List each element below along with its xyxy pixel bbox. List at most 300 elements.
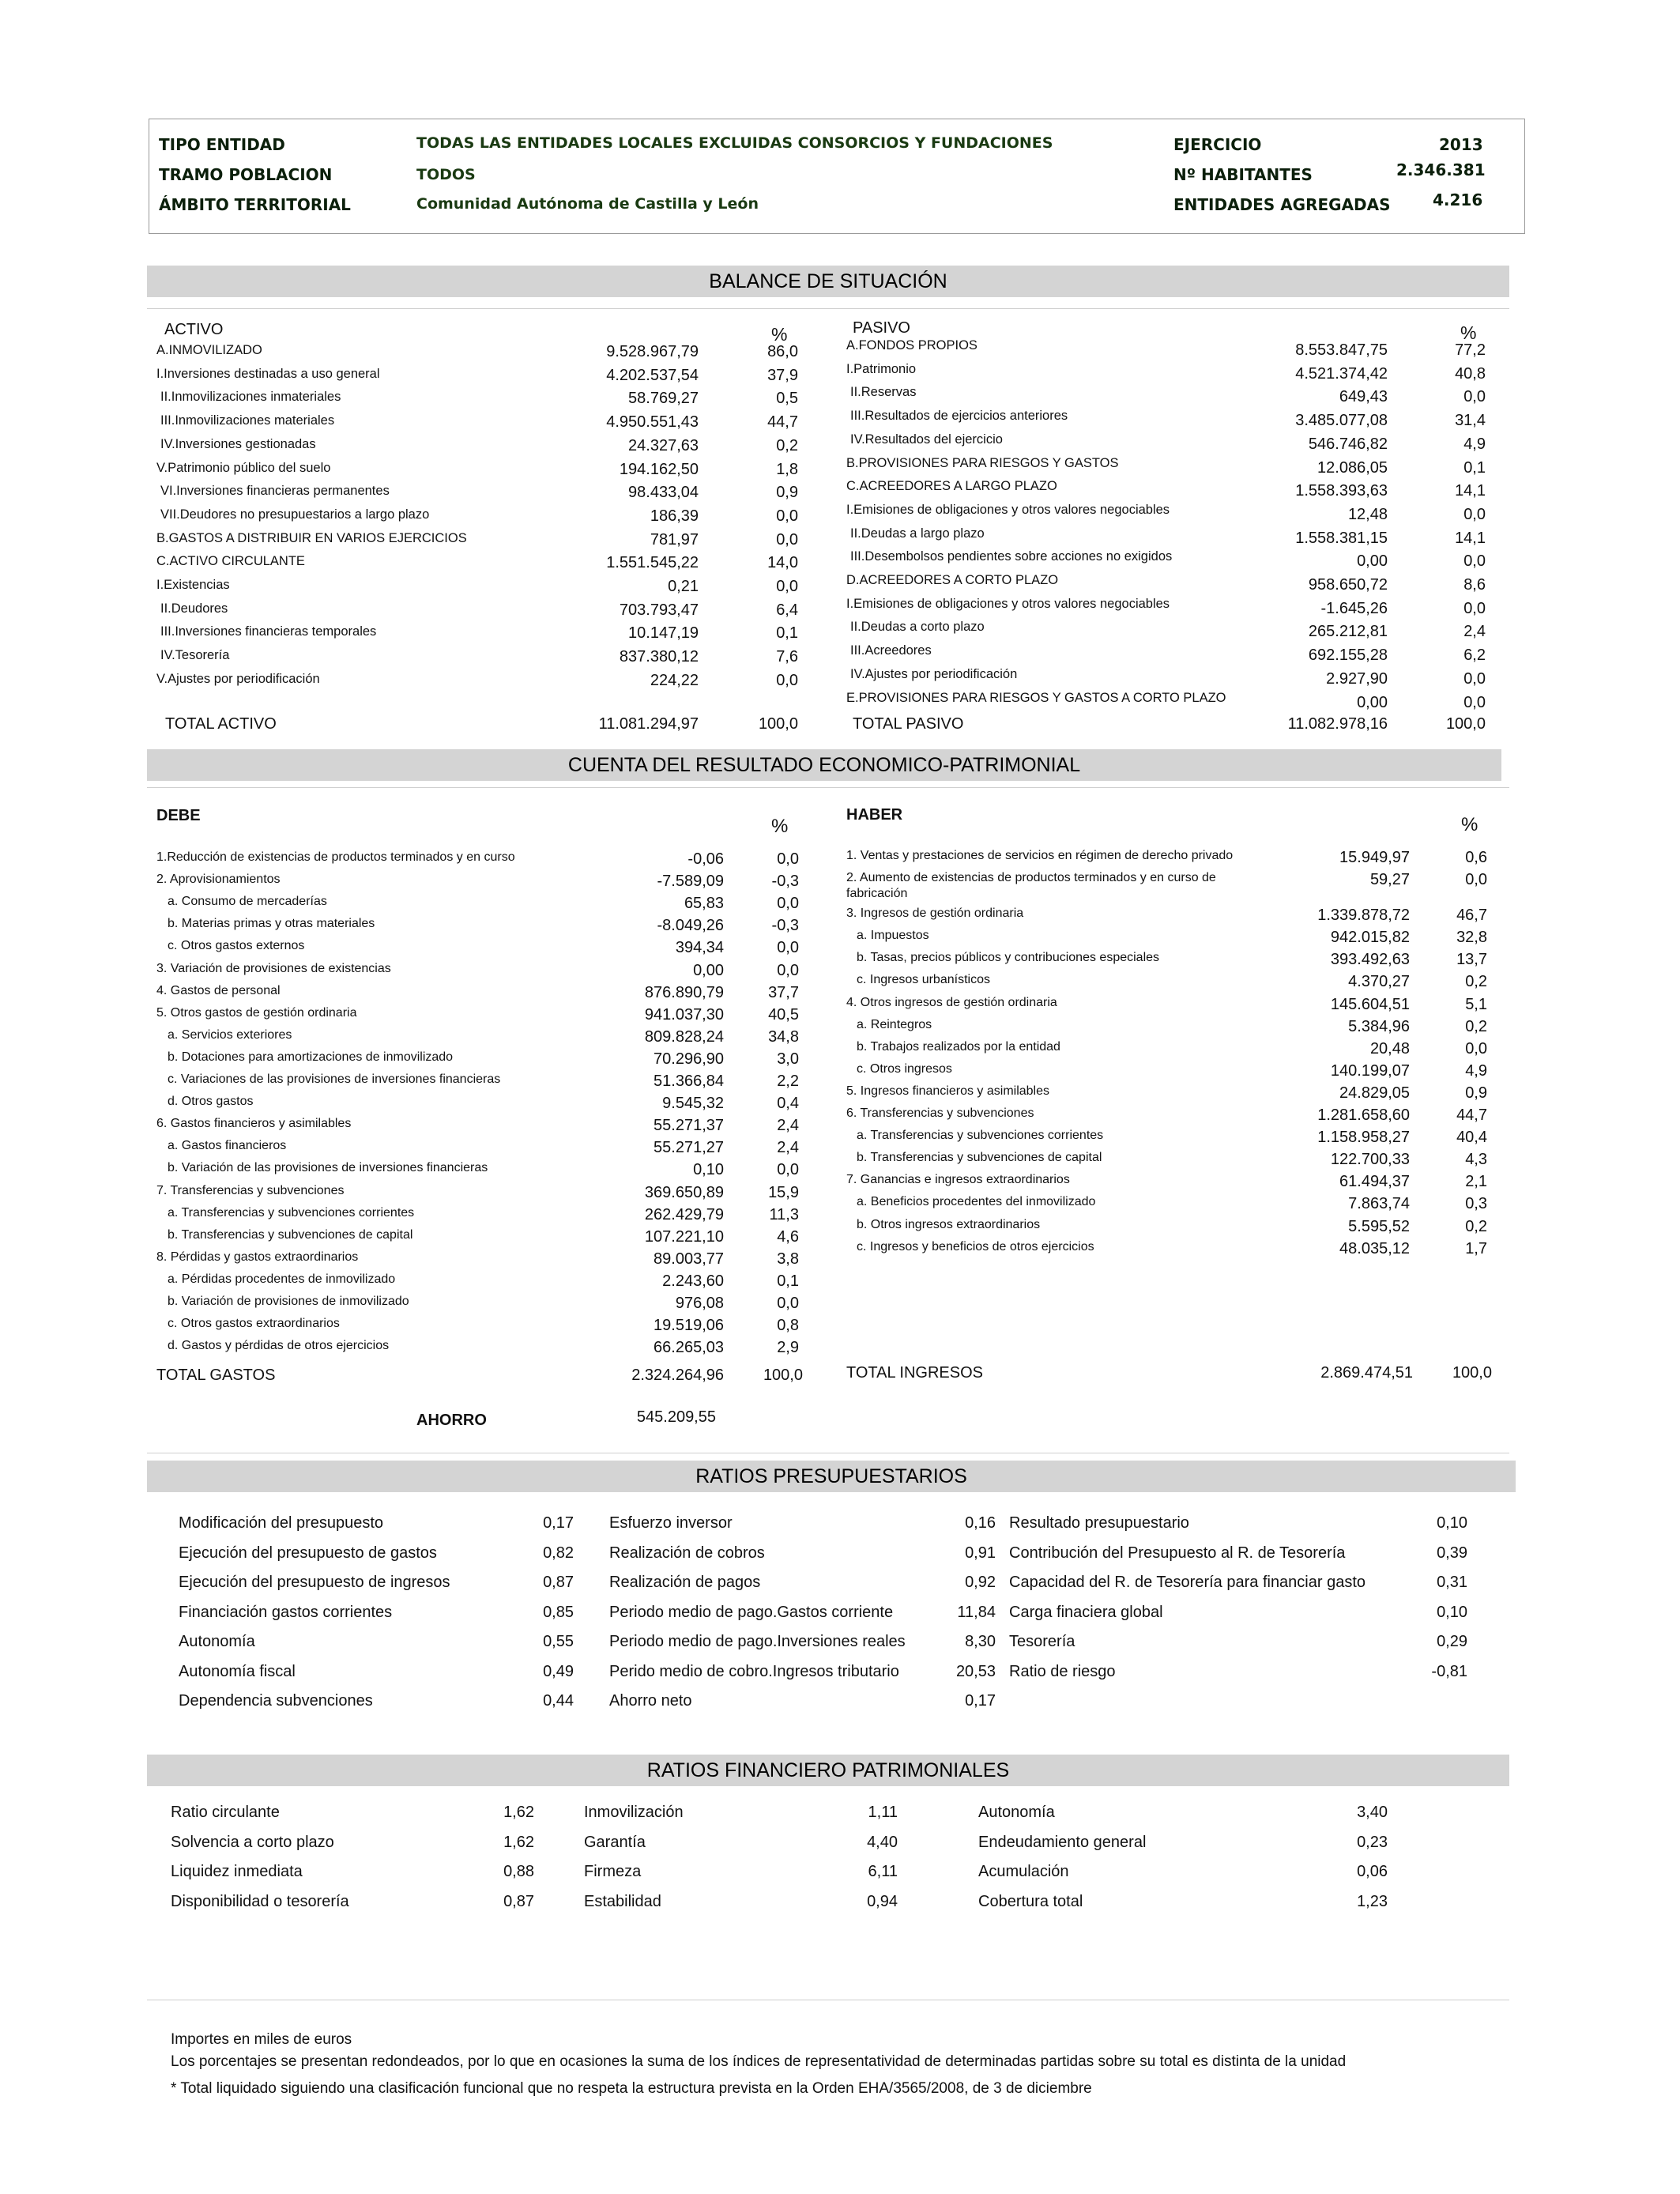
activo-row-label: II.Deudores <box>160 601 228 616</box>
pasivo-row-value: 546.746,82 <box>1308 435 1388 453</box>
debe-row-pct: 2,4 <box>777 1139 799 1157</box>
ratio-value: 0,06 <box>1357 1863 1388 1880</box>
haber-row-label: a. Impuestos <box>857 929 929 943</box>
haber-row-pct: 5,1 <box>1465 995 1487 1013</box>
haber-row-value: 4.370,27 <box>1348 973 1410 991</box>
debe-row-pct: 37,7 <box>768 983 799 1001</box>
pasivo-heading: PASIVO <box>853 319 910 337</box>
ratio-value: 6,11 <box>868 1863 898 1880</box>
pasivo-row-value: 265.212,81 <box>1308 623 1388 641</box>
haber-row-pct: 4,3 <box>1465 1151 1487 1169</box>
debe-row-pct: 15,9 <box>768 1183 799 1201</box>
haber-row-value: 48.035,12 <box>1339 1239 1410 1257</box>
pasivo-row-pct: 0,0 <box>1463 693 1486 711</box>
debe-row-value: 262.429,79 <box>644 1205 724 1223</box>
haber-pct-heading: % <box>1461 814 1478 835</box>
ratio-label: Garantía <box>584 1833 646 1851</box>
activo-row-value: 10.147,19 <box>628 624 699 643</box>
ratio-label: Disponibilidad o tesorería <box>171 1892 349 1910</box>
pasivo-row-value: -1.645,26 <box>1320 599 1388 617</box>
haber-row-value: 59,27 <box>1369 871 1410 889</box>
debe-row-label: c. Otros gastos extraordinarios <box>168 1317 340 1331</box>
debe-row-pct: 34,8 <box>768 1027 799 1046</box>
activo-heading: ACTIVO <box>164 321 224 338</box>
cuenta-title: CUENTA DEL RESULTADO ECONOMICO-PATRIMONIAL <box>147 749 1501 781</box>
haber-row-pct: 32,8 <box>1456 929 1487 947</box>
ratio-value: 20,53 <box>955 1662 996 1680</box>
debe-row-pct: 0,1 <box>777 1272 799 1290</box>
ratio-value: 0,10 <box>1437 1514 1467 1532</box>
activo-row-value: 837.380,12 <box>619 648 699 666</box>
haber-row-pct: 0,9 <box>1465 1084 1487 1102</box>
activo-row-label: VII.Deudores no presupuestarios a largo plazo <box>160 507 430 522</box>
total-activo-label: TOTAL ACTIVO <box>165 715 277 733</box>
activo-row-value: 1.551.545,22 <box>606 554 699 572</box>
pasivo-row-value: 0,00 <box>1357 693 1388 711</box>
activo-row-value: 58.769,27 <box>628 390 699 408</box>
ratio-value: 0,17 <box>543 1514 574 1532</box>
pasivo-row-value: 8.553.847,75 <box>1295 341 1388 359</box>
activo-row-value: 781,97 <box>650 530 699 548</box>
debe-pct-heading: % <box>771 816 789 837</box>
haber-row-label: c. Otros ingresos <box>857 1061 952 1076</box>
debe-row-pct: 2,4 <box>777 1117 799 1135</box>
pasivo-row-label: II.Deudas a corto plazo <box>850 620 985 635</box>
haber-row-value: 5.384,96 <box>1348 1017 1410 1035</box>
debe-row-pct: 2,2 <box>777 1072 799 1090</box>
debe-row-value: 89.003,77 <box>654 1250 724 1268</box>
haber-row-value: 61.494,37 <box>1339 1173 1410 1191</box>
haber-row-value: 942.015,82 <box>1330 929 1410 947</box>
haber-row-value: 15.949,97 <box>1339 849 1410 866</box>
debe-row-label: 6. Gastos financieros y asimilables <box>156 1117 352 1131</box>
pasivo-row-label: III.Acreedores <box>850 643 932 658</box>
haber-row-value: 7.863,74 <box>1348 1195 1410 1213</box>
pasivo-row-pct: 2,4 <box>1463 623 1486 641</box>
haber-row-pct: 44,7 <box>1456 1106 1487 1124</box>
debe-row-label: b. Variación de las provisiones de inversiones financieras <box>168 1161 488 1175</box>
header-box <box>149 119 1525 234</box>
ratio-label: Autonomía fiscal <box>179 1662 296 1680</box>
ejercicio-label: EJERCICIO <box>1173 135 1262 154</box>
total-activo-value: 11.081.294,97 <box>598 715 699 733</box>
haber-row-pct: 1,7 <box>1465 1239 1487 1257</box>
debe-row-pct: 0,0 <box>777 961 799 979</box>
ratio-label: Autonomía <box>179 1633 255 1650</box>
ratio-label: Realización de pagos <box>609 1574 761 1591</box>
pasivo-row-label: E.PROVISIONES PARA RIESGOS Y GASTOS A CORTO PLAZO <box>846 690 1226 705</box>
debe-row-value: 394,34 <box>675 939 724 957</box>
activo-row-label: II.Inmovilizaciones inmateriales <box>160 390 341 405</box>
debe-row-pct: 0,0 <box>777 895 799 913</box>
debe-row-label: b. Materias primas y otras materiales <box>168 917 375 931</box>
debe-row-pct: 0,0 <box>777 1295 799 1312</box>
pasivo-row-pct: 14,1 <box>1455 529 1486 547</box>
haber-row-value: 1.158.958,27 <box>1317 1129 1410 1147</box>
ratio-label: Financiación gastos corrientes <box>179 1603 393 1621</box>
entidades-agregadas-label: ENTIDADES AGREGADAS <box>1173 195 1391 214</box>
ratio-label: Modificación del presupuesto <box>179 1514 384 1532</box>
pasivo-row-pct: 0,0 <box>1463 599 1486 617</box>
ratio-value: 0,39 <box>1437 1544 1467 1562</box>
ratio-label: Contribución del Presupuesto al R. de Tesorería <box>1009 1544 1346 1562</box>
debe-row-label: b. Variación de provisiones de inmovilizado <box>168 1295 409 1308</box>
debe-row-pct: 40,5 <box>768 1005 799 1023</box>
haber-row-value: 1.281.658,60 <box>1317 1106 1410 1124</box>
pasivo-row-pct: 0,0 <box>1463 388 1486 406</box>
ratio-value: 1,62 <box>503 1804 534 1821</box>
pasivo-row-label: II.Deudas a largo plazo <box>850 526 985 541</box>
ratio-value: 0,87 <box>503 1892 534 1910</box>
activo-row-value: 194.162,50 <box>619 460 699 478</box>
activo-row-value: 4.202.537,54 <box>606 366 699 384</box>
footer-note-units: Importes en miles de euros <box>171 2031 352 2048</box>
balance-divider <box>147 308 1509 309</box>
ratio-value: 1,62 <box>503 1833 534 1851</box>
haber-row-value: 145.604,51 <box>1330 995 1410 1013</box>
activo-row-label: VI.Inversiones financieras permanentes <box>160 484 390 499</box>
debe-row-label: a. Servicios exteriores <box>168 1027 292 1042</box>
ratio-label: Capacidad del R. de Tesorería para financiar gasto <box>1009 1574 1366 1591</box>
ratio-label: Esfuerzo inversor <box>609 1514 733 1532</box>
ratio-label: Perido medio de cobro.Ingresos tributario <box>609 1662 899 1680</box>
ejercicio-value: 2013 <box>1439 135 1483 154</box>
activo-row-label: C.ACTIVO CIRCULANTE <box>156 554 305 569</box>
haber-row-pct: 0,6 <box>1465 849 1487 866</box>
pasivo-row-value: 1.558.381,15 <box>1295 529 1388 547</box>
debe-row-value: 66.265,03 <box>654 1339 724 1357</box>
debe-row-value: 55.271,37 <box>654 1117 724 1135</box>
haber-row-label: 1. Ventas y prestaciones de servicios en régimen de derecho privado <box>846 849 1234 862</box>
total-gastos-value: 2.324.264,96 <box>631 1367 724 1384</box>
debe-row-label: 2. Aprovisionamientos <box>156 873 281 887</box>
haber-row-value: 140.199,07 <box>1330 1061 1410 1080</box>
activo-row-label: A.INMOVILIZADO <box>156 343 262 357</box>
total-pasivo-value: 11.082.978,16 <box>1287 715 1388 733</box>
ratio-label: Acumulación <box>978 1863 1069 1880</box>
debe-row-label: 1.Reducción de existencias de productos terminados y en curso <box>156 850 515 864</box>
haber-row-value: 20,48 <box>1369 1039 1410 1057</box>
haber-row-value: 5.595,52 <box>1348 1217 1410 1235</box>
ratio-value: -0,81 <box>1431 1662 1467 1680</box>
debe-row-value: -0,06 <box>687 850 724 868</box>
debe-row-value: 876.890,79 <box>644 983 724 1001</box>
tipo-entidad-value: TODAS LAS ENTIDADES LOCALES EXCLUIDAS CONSORCIOS Y FUNDACIONES <box>416 134 1053 152</box>
activo-row-pct: 6,4 <box>776 601 798 619</box>
pasivo-row-pct: 77,2 <box>1455 341 1486 359</box>
debe-row-label: 5. Otros gastos de gestión ordinaria <box>156 1005 357 1020</box>
haber-row-pct: 13,7 <box>1456 951 1487 969</box>
activo-row-pct: 14,0 <box>767 554 798 572</box>
ratio-value: 0,94 <box>867 1892 898 1910</box>
haber-row-value: 122.700,33 <box>1330 1151 1410 1169</box>
pasivo-row-pct: 14,1 <box>1455 482 1486 500</box>
activo-row-pct: 37,9 <box>767 366 798 384</box>
activo-row-value: 0,21 <box>668 578 699 595</box>
haber-row-label: b. Tasas, precios públicos y contribuciones especiales <box>857 951 1160 965</box>
activo-row-pct: 0,0 <box>776 530 798 548</box>
haber-row-label: 7. Ganancias e ingresos extraordinarios <box>846 1173 1070 1187</box>
debe-row-label: d. Gastos y pérdidas de otros ejercicios <box>168 1339 390 1353</box>
activo-row-label: III.Inversiones financieras temporales <box>160 624 377 639</box>
pasivo-row-value: 1.558.393,63 <box>1295 482 1388 500</box>
pasivo-row-value: 2.927,90 <box>1326 669 1388 688</box>
haber-row-label: c. Ingresos y beneficios de otros ejercicios <box>857 1239 1094 1253</box>
pasivo-row-value: 649,43 <box>1339 388 1388 406</box>
ratio-value: 0,55 <box>543 1633 574 1650</box>
activo-row-pct: 86,0 <box>767 343 798 360</box>
debe-row-value: 2.243,60 <box>662 1272 724 1290</box>
debe-row-label: 7. Transferencias y subvenciones <box>156 1183 345 1197</box>
cuenta-divider <box>147 787 1509 788</box>
pasivo-row-value: 12,48 <box>1347 505 1388 523</box>
ratio-value: 8,30 <box>965 1633 996 1650</box>
pasivo-row-pct: 0,0 <box>1463 505 1486 523</box>
debe-row-label: d. Otros gastos <box>168 1095 254 1109</box>
activo-row-pct: 44,7 <box>767 413 798 432</box>
activo-row-label: I.Existencias <box>156 578 230 592</box>
haber-row-pct: 4,9 <box>1465 1061 1487 1080</box>
ratio-label: Autonomía <box>978 1804 1055 1821</box>
ratio-label: Periodo medio de pago.Inversiones reales <box>609 1633 906 1650</box>
pasivo-row-label: C.ACREEDORES A LARGO PLAZO <box>846 479 1057 494</box>
pasivo-row-pct: 0,1 <box>1463 458 1486 477</box>
pasivo-pct-heading: % <box>1460 322 1477 343</box>
ratio-value: 0,49 <box>543 1662 574 1680</box>
haber-row-label: 3. Ingresos de gestión ordinaria <box>846 907 1024 921</box>
haber-row-pct: 0,2 <box>1465 973 1487 991</box>
haber-row-label: b. Otros ingresos extraordinarios <box>857 1217 1041 1231</box>
ratio-label: Endeudamiento general <box>978 1833 1147 1851</box>
pasivo-row-label: I.Emisiones de obligaciones y otros valores negociables <box>846 502 1170 517</box>
activo-row-label: IV.Inversiones gestionadas <box>160 436 316 451</box>
debe-row-value: 976,08 <box>675 1295 724 1312</box>
activo-pct-heading: % <box>771 324 788 345</box>
debe-row-value: 65,83 <box>684 895 724 913</box>
total-gastos-pct: 100,0 <box>763 1367 803 1384</box>
haber-row-label: 2. Aumento de existencias de productos terminados y en curso de <box>846 871 1216 885</box>
pasivo-row-value: 3.485.077,08 <box>1295 412 1388 430</box>
ratio-label: Solvencia a corto plazo <box>171 1833 334 1851</box>
debe-row-value: 107.221,10 <box>644 1227 724 1246</box>
activo-row-pct: 1,8 <box>776 460 798 478</box>
debe-row-pct: 0,0 <box>777 939 799 957</box>
ambito-territorial-value: Comunidad Autónoma de Castilla y León <box>416 195 759 213</box>
total-activo-pct: 100,0 <box>758 715 798 733</box>
debe-row-value: 19.519,06 <box>654 1317 724 1335</box>
ahorro-label: AHORRO <box>416 1412 487 1429</box>
haber-row-label-cont: fabricación <box>846 887 908 901</box>
debe-row-label: c. Variaciones de las provisiones de inversiones financieras <box>168 1072 501 1086</box>
pasivo-row-pct: 40,8 <box>1455 364 1486 383</box>
debe-row-pct: 0,8 <box>777 1317 799 1335</box>
ratio-label: Ahorro neto <box>609 1692 692 1710</box>
haber-row-label: 6. Transferencias y subvenciones <box>846 1106 1034 1120</box>
haber-row-label: 4. Otros ingresos de gestión ordinaria <box>846 995 1057 1009</box>
ratio-label: Estabilidad <box>584 1892 661 1910</box>
pasivo-row-value: 692.155,28 <box>1308 647 1388 665</box>
pasivo-row-label: IV.Resultados del ejercicio <box>850 432 1003 447</box>
debe-row-label: 4. Gastos de personal <box>156 983 281 997</box>
ratio-label: Liquidez inmediata <box>171 1863 303 1880</box>
ratio-value: 3,40 <box>1357 1804 1388 1821</box>
ratio-value: 0,44 <box>543 1692 574 1710</box>
pasivo-row-pct: 0,0 <box>1463 552 1486 571</box>
activo-row-pct: 0,0 <box>776 671 798 689</box>
footer-note-rounding: Los porcentajes se presentan redondeados, por lo que en ocasiones la suma de los índices de representatividad de determinadas partidas sobre su total es distinta de la unidad <box>171 2053 1347 2070</box>
debe-row-pct: -0,3 <box>771 873 799 891</box>
debe-row-label: b. Transferencias y subvenciones de capital <box>168 1227 413 1242</box>
pasivo-row-label: D.ACREEDORES A CORTO PLAZO <box>846 573 1059 587</box>
activo-row-label: IV.Tesorería <box>160 648 230 663</box>
debe-row-pct: 4,6 <box>777 1227 799 1246</box>
pasivo-row-value: 0,00 <box>1357 552 1388 571</box>
pasivo-row-value: 4.521.374,42 <box>1295 364 1388 383</box>
activo-row-pct: 0,0 <box>776 578 798 595</box>
pasivo-row-label: A.FONDOS PROPIOS <box>846 338 977 352</box>
activo-row-value: 4.950.551,43 <box>606 413 699 432</box>
debe-row-label: a. Gastos financieros <box>168 1139 287 1153</box>
debe-row-value: -7.589,09 <box>657 873 724 891</box>
pasivo-row-label: II.Reservas <box>850 385 917 400</box>
pasivo-row-value: 958.650,72 <box>1308 576 1388 594</box>
ratio-label: Carga finaciera global <box>1009 1603 1163 1621</box>
ratio-label: Realización de cobros <box>609 1544 765 1562</box>
ratio-value: 0,23 <box>1357 1833 1388 1851</box>
haber-row-pct: 0,3 <box>1465 1195 1487 1213</box>
entidades-agregadas-value: 4.216 <box>1433 190 1483 209</box>
haber-row-value: 393.492,63 <box>1330 951 1410 969</box>
pasivo-row-pct: 8,6 <box>1463 576 1486 594</box>
tipo-entidad-label: TIPO ENTIDAD <box>159 135 285 154</box>
debe-row-pct: 2,9 <box>777 1339 799 1357</box>
activo-row-value: 24.327,63 <box>628 436 699 454</box>
ratio-value: 1,11 <box>868 1804 898 1821</box>
debe-row-label: a. Transferencias y subvenciones corrientes <box>168 1205 415 1220</box>
ratio-label: Ejecución del presupuesto de gastos <box>179 1544 437 1562</box>
debe-row-value: 70.296,90 <box>654 1050 724 1068</box>
pasivo-row-label: III.Desembolsos pendientes sobre acciones no exigidos <box>850 549 1173 564</box>
total-ingresos-label: TOTAL INGRESOS <box>846 1364 983 1382</box>
debe-row-value: 51.366,84 <box>654 1072 724 1090</box>
pasivo-row-label: I.Emisiones de obligaciones y otros valores negociables <box>846 596 1170 611</box>
haber-heading: HABER <box>846 806 903 824</box>
ratio-value: 0,82 <box>543 1544 574 1562</box>
ratio-value: 0,17 <box>965 1692 996 1710</box>
ratio-label: Ratio circulante <box>171 1804 280 1821</box>
ratio-label: Inmovilización <box>584 1804 684 1821</box>
debe-row-value: 0,10 <box>693 1161 724 1179</box>
debe-row-value: 9.545,32 <box>662 1095 724 1113</box>
activo-row-value: 9.528.967,79 <box>606 343 699 360</box>
ambito-territorial-label: ÁMBITO TERRITORIAL <box>159 195 351 214</box>
habitantes-label: Nº HABITANTES <box>1173 165 1313 184</box>
haber-row-pct: 0,0 <box>1465 1039 1487 1057</box>
activo-row-pct: 0,2 <box>776 436 798 454</box>
debe-row-label: b. Dotaciones para amortizaciones de inmovilizado <box>168 1050 454 1064</box>
debe-row-value: 941.037,30 <box>644 1005 724 1023</box>
activo-row-value: 224,22 <box>650 671 699 689</box>
ratio-label: Ratio de riesgo <box>1009 1662 1116 1680</box>
ratio-value: 0,16 <box>965 1514 996 1532</box>
pasivo-row-label: B.PROVISIONES PARA RIESGOS Y GASTOS <box>846 455 1119 470</box>
ratio-value: 11,84 <box>957 1603 996 1621</box>
debe-row-label: c. Otros gastos externos <box>168 939 305 953</box>
debe-row-pct: -0,3 <box>771 917 799 935</box>
debe-row-value: 0,00 <box>693 961 724 979</box>
ratio-value: 1,23 <box>1357 1892 1388 1910</box>
haber-row-pct: 0,0 <box>1465 871 1487 889</box>
activo-row-label: V.Patrimonio público del suelo <box>156 460 331 475</box>
ratio-value: 0,92 <box>965 1574 996 1591</box>
activo-row-pct: 7,6 <box>776 648 798 666</box>
total-pasivo-pct: 100,0 <box>1445 715 1486 733</box>
haber-row-label: a. Reintegros <box>857 1017 932 1031</box>
pasivo-row-pct: 4,9 <box>1463 435 1486 453</box>
pasivo-row-value: 12.086,05 <box>1317 458 1388 477</box>
ratio-label: Ejecución del presupuesto de ingresos <box>179 1574 450 1591</box>
pasivo-row-label: IV.Ajustes por periodificación <box>850 666 1018 681</box>
ratio-value: 0,10 <box>1437 1603 1467 1621</box>
debe-row-pct: 0,4 <box>777 1095 799 1113</box>
activo-row-label: V.Ajustes por periodificación <box>156 671 320 686</box>
debe-row-value: -8.049,26 <box>657 917 724 935</box>
debe-row-pct: 0,0 <box>777 1161 799 1179</box>
debe-row-pct: 0,0 <box>777 850 799 868</box>
ratio-label: Cobertura total <box>978 1892 1083 1910</box>
activo-row-pct: 0,0 <box>776 507 798 525</box>
debe-row-pct: 3,0 <box>777 1050 799 1068</box>
haber-row-pct: 0,2 <box>1465 1217 1487 1235</box>
ratio-value: 0,85 <box>543 1603 574 1621</box>
debe-row-label: a. Consumo de mercaderías <box>168 895 327 909</box>
balance-title: BALANCE DE SITUACIÓN <box>147 266 1509 297</box>
activo-row-pct: 0,5 <box>776 390 798 408</box>
ratio-label: Resultado presupuestario <box>1009 1514 1189 1532</box>
haber-row-value: 1.339.878,72 <box>1317 907 1410 925</box>
debe-heading: DEBE <box>156 807 201 824</box>
ratio-value: 0,91 <box>965 1544 996 1562</box>
debe-row-value: 369.650,89 <box>644 1183 724 1201</box>
activo-row-value: 98.433,04 <box>628 484 699 502</box>
haber-row-label: c. Ingresos urbanísticos <box>857 973 990 987</box>
haber-row-label: 5. Ingresos financieros y asimilables <box>846 1084 1050 1098</box>
pasivo-row-label: I.Patrimonio <box>846 361 917 376</box>
ratio-label: Periodo medio de pago.Gastos corriente <box>609 1603 894 1621</box>
haber-row-label: b. Transferencias y subvenciones de capital <box>857 1151 1102 1165</box>
ratio-label: Dependencia subvenciones <box>179 1692 373 1710</box>
activo-row-label: I.Inversiones destinadas a uso general <box>156 366 380 381</box>
total-gastos-label: TOTAL GASTOS <box>156 1367 276 1384</box>
activo-row-pct: 0,9 <box>776 484 798 502</box>
pasivo-row-pct: 6,2 <box>1463 647 1486 665</box>
ratio-value: 4,40 <box>867 1833 898 1851</box>
activo-row-pct: 0,1 <box>776 624 798 643</box>
pasivo-row-pct: 31,4 <box>1455 412 1486 430</box>
activo-row-value: 186,39 <box>650 507 699 525</box>
activo-row-label: B.GASTOS A DISTRIBUIR EN VARIOS EJERCICIOS <box>156 530 467 545</box>
ratios-financieros-title: RATIOS FINANCIERO PATRIMONIALES <box>147 1755 1509 1786</box>
ratio-label: Firmeza <box>584 1863 642 1880</box>
habitantes-value: 2.346.381 <box>1396 160 1486 179</box>
total-ingresos-pct: 100,0 <box>1452 1364 1492 1382</box>
pasivo-row-pct: 0,0 <box>1463 669 1486 688</box>
haber-row-value: 24.829,05 <box>1339 1084 1410 1102</box>
debe-row-pct: 11,3 <box>769 1205 799 1223</box>
ratio-value: 0,31 <box>1437 1574 1467 1591</box>
haber-row-pct: 46,7 <box>1456 907 1487 925</box>
activo-row-label: III.Inmovilizaciones materiales <box>160 413 335 428</box>
